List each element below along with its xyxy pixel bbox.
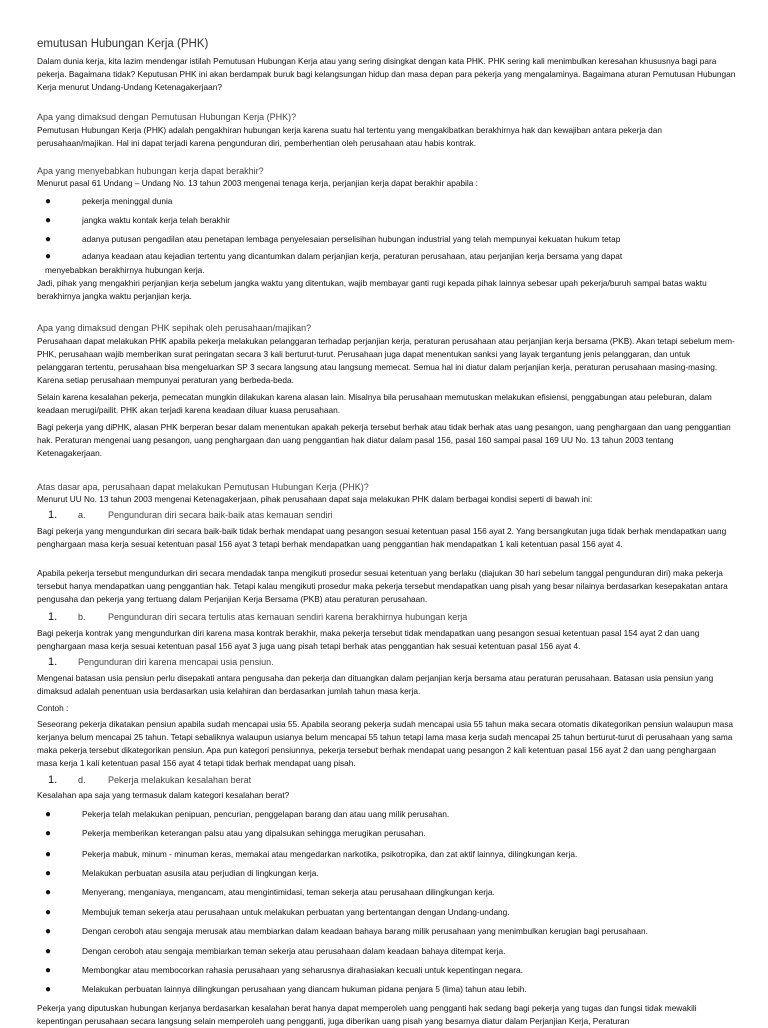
closing-paragraph: Pekerja yang diputuskan hubungan kerjanya berdasarkan kesalahan berat hanya dapat memperoleh uang pengganti hak sedang bagi pekerja yang tugas dan fungsi tidak mewakili kepentingan perusahaan secara langsung selain memperoleh uang pengganti, juga diberikan uang pisah yang besarnya diatur dalam Perjanjian Kerja, Peraturan [37, 1003, 697, 1026]
causes-intro: Menurut pasal 61 Undang – Undang No. 13 tahun 2003 mengenai tenaga kerja, perjanjian kerja dapat berakhir apabila : [37, 178, 478, 188]
section-heading-causes: Apa yang menyebabkan hubungan kerja dapat berakhir? [37, 166, 264, 176]
numbered-heading-d: 1. d. Pekerja melakukan kesalahan berat [48, 774, 252, 786]
item-c-paragraph-1: Mengenai batasan usia pensiun perlu disepakati antara pengusaha dan pekerja dan dituangkan dalam perjanjian kerja bersama atau peraturan perusahaan. Batasan usia pensiun yang dimaksud adalah penentuan usia berdasarkan usia kelahiran dan berdasarkan jumlah tahun masa kerja. [37, 673, 714, 696]
definition-paragraph: Pemutusan Hubungan Kerja (PHK) adalah pengakhiran hubungan kerja karena suatu hal tertentu yang mengakibatkan berakhirnya hak dan kewajiban antara pekerja dan perusahaan/majikan. Hal ini dapat terjadi karena pengunduran diri, pemberhentian oleh perusahaan atau habis kontrak. [37, 125, 662, 148]
numbered-heading-c: 1. Pengunduran diri karena mencapai usia pensiun. [48, 656, 274, 668]
item-a-paragraph-1: Bagi pekerja yang mengundurkan diri secara baik-baik tidak berhak mendapat uang pesangon sesuai ketentuan pasal 156 ayat 2. Yang bersangkutan juga tidak berhak mendapatkan uang penghargaan masa kerja sesuai ketentuan pasal 156 ayat 3 tetapi berhak mendapatkan uang penggantian hak mendapatkan 1 kali ketentuan pasal 156 ayat 4. [37, 526, 727, 549]
intro-paragraph: Dalam dunia kerja, kita lazim mendengar istilah Pemutusan Hubungan Kerja atau yang sering disingkat dengan kata PHK. PHK sering kali menimbulkan keresahan khususnya bagi para pekerja. Bagaimana tidak? Keputusan PHK ini akan berdampak buruk bagi kelangsungan hidup dan masa depan para pekerja yang mengalaminya. Bagaimana aturan Pemutusan Hubungan Kerja menurut Undang-Undang Ketenagakerjaan? [37, 56, 736, 92]
numbered-heading-b: 1. b. Pengunduran diri secara tertulis atas kemauan sendiri karena berakhirnya hubungan kerja [48, 611, 468, 623]
causes-bullet-continuation: menyebabkan berakhirnya hubungan kerja. [45, 265, 205, 275]
causes-note: Jadi, pihak yang mengakhiri perjanjian kerja sebelum jangka waktu yang ditentukan, wajib membayar ganti rugi kepada pihak lainnya sebesar upah pekerja/buruh sampai batas waktu berakhirnya jangka waktu perjanjian kerja. [37, 278, 707, 301]
item-c-paragraph-2: Seseorang pekerja dikatakan pensiun apabila sudah mencapai usia 55. Apabila seorang pekerja sudah mencapai usia 55 tahun maka secara otomatis dikategorikan pensiun walaupun masa kerjanya belum mencapai 25 tahun. Tetapi sebaliknya walaupun usianya belum mencapai 55 tahun tetapi lama masa kerja sudah mencapai 25 tahun berturut-turut di perusahaan yang sama maka pekerja tersebut dikategorikan pensiun. Apa pun kategori pensiunnya, pekerja tersebut berhak mendapat uang pesangon 2 kali ketentuan pasal 156 ayat 2 dan uang penghargaan masa kerja 1 kali ketentuan pasal 156 ayat 4 tetapi tidak berhak mendapat uang pisah. [37, 719, 734, 768]
item-a-paragraph-2: Apabila pekerja tersebut mengundurkan diri secara mendadak tanpa mengikuti prosedur sesuai ketentuan yang berlaku (diajukan 30 hari sebelum tanggal pengunduran diri) maka pekerja tersebut hanya mendapatkan uang penggantian hak. Tetapi kalau mengikuti prosedur maka pekerja tersebut mendapatkan uang pisah yang besar nilainya berdasarkan kesepakatan antara pengusaha dan pekerja yang tertuang dalam Perjanjian Kerja Bersama (PKB) atau peraturan perusahaan. [37, 568, 728, 604]
item-b-paragraph: Bagi pekerja kontrak yang mengundurkan diri karena masa kontrak berakhir, maka pekerja tersebut tidak mendapatkan uang pesangon sesuai ketentuan pasal 154 ayat 2 dan uang penghargaan masa kerja sesuai ketentuan pasal 156 ayat 3 juga uang pisah tetapi berhak atas penggantian hak sesuai ketentuan pasal 156 ayat 4. [37, 628, 700, 651]
unilateral-paragraph-1: Perusahaan dapat melakukan PHK apabila pekerja melakukan pelanggaran terhadap perjanjian kerja, peraturan perusahaan atau perjanjian kerja bersama (PKB). Akan tetapi sebelum mem-PHK, perusahaan wajib memberikan surat peringatan secara 3 kali berturut-turut. Perusahaan juga dapat menentukan sanksi yang layak tergantung jenis pelanggaran, dan untuk pelanggaran tertentu, perusahaan bisa mengeluarkan SP 3 secara langsung atau langsung memecat. Semua hal ini diatur dalam perjanjian kerja, peraturan perusahaan masing-masing. Karena setiap perusahaan mempunyai peraturan yang berbeda-beda. [37, 336, 735, 385]
page-title: emutusan Hubungan Kerja (PHK) [37, 38, 209, 50]
document-page: emutusan Hubungan Kerja (PHK) Dalam dunia kerja, kita lazim mendengar istilah Pemutusan Hubungan Kerja atau yang sering disingkat dengan kata PHK. PHK sering kali menimbulkan keresahan khususnya bagi para pekerja. Bagaimana tidak? Keputusan PHK ini akan berdampak buruk bagi kelangsungan hidup dan masa depan para pekerja yang mengalaminya. Bagaimana aturan Pemutusan Hubungan Kerja menurut Undang-Undang Ketenagakerjaan? Apa yang dimaksud dengan Pemutusan Hubungan Kerja (PHK)? Pemutusan Hubungan Kerja (PHK) adalah pengakhiran hubungan kerja karena suatu hal tertentu yang mengakibatkan berakhirnya hak dan kewajiban antara pekerja dan perusahaan/majikan. Hal ini dapat terjadi karena pengunduran diri, pemberhentian oleh perusahaan atau habis kontrak. Apa yang menyebabkan hubungan kerja dapat berakhir? Menurut pasal 61 Undang – Undang No. 13 tahun 2003 mengenai tenaga kerja, perjanjian kerja dapat berakhir apabila : ● pekerja meninggal dunia ● jangka waktu kontak kerja telah berakhir ● adanya putusan pengadilan atau penetapan lembaga penyelesaian perselisihan hubungan industrial yang telah mempunyai kekuatan hukum tetap ● adanya keadaan atau kejadian tertentu yang dicantumkan dalam perjanjian kerja, peraturan perusahaan, atau perjanjian kerja bersama yang dapat menyebabkan berakhirnya hubungan kerja. Jadi, pihak yang mengakhiri perjanjian kerja sebelum jangka waktu yang ditentukan, wajib membayar ganti rugi kepada pihak lainnya sebesar upah pekerja/buruh sampai batas waktu berakhirnya jangka waktu perjanjian kerja. Apa yang dimaksud dengan PHK sepihak oleh perusahaan/majikan? Perusahaan dapat melakukan PHK apabila pekerja melakukan pelanggaran terhadap perjanjian kerja, peraturan perusahaan atau perjanjian kerja bersama (PKB). Akan tetapi sebelum mem-PHK, perusahaan wajib memberikan surat peringatan secara 3 kali berturut-turut. Perusahaan juga dapat menentukan sanksi yang layak tergantung jenis pelanggaran, dan untuk pelanggaran tertentu, perusahaan bisa mengeluarkan SP 3 secara langsung atau langsung memecat. Semua hal ini diatur dalam perjanjian kerja, peraturan perusahaan masing-masing. Karena setiap perusahaan mempunyai peraturan yang berbeda-beda. Selain karena kesalahan pekerja, pemecatan mungkin dilakukan karena alasan lain. Misalnya bila perusahaan memutuskan melakukan efisiensi, penggabungan atau peleburan, dalam keadaan merugi/pailit. PHK akan terjadi karena keadaan diluar kuasa perusahaan. Bagi pekerja yang diPHK, alasan PHK berperan besar dalam menentukan apakah pekerja tersebut berhak atau tidak berhak atas uang pesangon, uang penghargaan dan uang penggantian hak. Peraturan mengenai uang pesangon, uang penghargaan dan uang penggantian hak diatur dalam pasal 156, pasal 160 sampai pasal 169 UU No. 13 tahun 2003 tentang Ketenagakerjaan. Atas dasar apa, perusahaan dapat melakukan Pemutusan Hubungan Kerja (PHK)? Menurut UU No. 13 tahun 2003 mengenai Ketenagakerjaan, pihak perusahaan dapat saja melakukan PHK dalam berbagai kondisi seperti di bawah ini: 1. a. Pengunduran diri secara baik-baik atas kemauan sendiri Bagi pekerja yang mengundurkan diri secara baik-baik tidak berhak mendapat uang pesangon sesuai ketentuan pasal 156 ayat 2. Yang bersangkutan juga tidak berhak mendapatkan uang penghargaan masa kerja sesuai ketentuan pasal 156 ayat 3 tetapi berhak mendapatkan uang penggantian hak mendapatkan 1 kali ketentuan pasal 156 ayat 4. Apabila pekerja tersebut mengundurkan diri secara mendadak tanpa mengikuti prosedur sesuai ketentuan yang berlaku (diajukan 30 hari sebelum tanggal pengunduran diri) maka pekerja tersebut hanya mendapatkan uang penggantian hak. Tetapi kalau mengikuti prosedur maka pekerja tersebut mendapatkan uang pisah yang besar nilainya berdasarkan kesepakatan antara pengusaha dan pekerja yang tertuang dalam Perjanjian Kerja Bersama (PKB) atau peraturan perusahaan. 1. b. Pengunduran diri secara tertulis atas kemauan sendiri karena berakhirnya hubungan kerja Bagi pekerja kontrak yang mengundurkan diri karena masa kontrak berakhir, maka pekerja tersebut tidak mendapatkan uang pesangon sesuai ketentuan pasal 154 ayat 2 dan uang penghargaan masa kerja sesuai ketentuan pasal 156 ayat 3 juga uang pisah tetapi berhak atas penggantian hak sesuai ketentuan pasal 156 ayat 4. 1. Pengunduran diri karena mencapai usia pensiun. Mengenai batasan usia pensiun perlu disepakati antara pengusaha dan pekerja dan dituangkan dalam perjanjian kerja bersama atau peraturan perusahaan. Batasan usia pensiun yang dimaksud adalah penentuan usia berdasarkan usia kelahiran dan berdasarkan jumlah tahun masa kerja. Contoh : Seseorang pekerja dikatakan pensiun apabila sudah mencapai usia 55. Apabila seorang pekerja sudah mencapai usia 55 tahun maka secara otomatis dikategorikan pensiun walaupun masa kerjanya belum mencapai 25 tahun. Tetapi sebaliknya walaupun usianya belum mencapai 55 tahun tetapi lama masa kerja sudah mencapai 25 tahun berturut-turut di perusahaan yang sama maka pekerja tersebut dikategorikan pensiun. Apa pun kategori pensiunnya, pekerja tersebut berhak mendapat uang pesangon 2 kali ketentuan pasal 156 ayat 2 dan uang penghargaan masa kerja 1 kali ketentuan pasal 156 ayat 4 tetapi tidak berhak mendapat uang pisah. 1. d. Pekerja melakukan kesalahan berat Kesalahan apa saja yang termasuk dalam kategori kesalahan berat? ● Pekerja telah melakukan penipuan, pencurian, penggelapan barang dan atau uang milik perusahan. ● Pekerja memberikan keterangan palsu atau yang dipalsukan sehingga merugikan perusahan. ● Pekerja mabuk, minum - minuman keras, memakai atau mengedarkan narkotika, psikotropika, dan zat aktif lainnya, dilingkungan kerja. ● Melakukan perbuatan asusila atau perjudian di lingkungan kerja. ● Menyerang, menganiaya, mengancam, atau mengintimidasi, teman sekerja atau perusahaan dilingkungan kerja. ● Membujuk teman sekerja atau perusahaan untuk melakukan perbuatan yang bertentangan dengan Undang-undang. ● Dengan ceroboh atau sengaja merusak atau membiarkan dalam keadaan bahaya barang milik perusahaan yang menimbulkan kerugian bagi perusahaan. ● Dengan ceroboh atau sengaja membiarkan teman sekerja atau perusahaan dalam keadaan bahaya ditempat kerja. ● Membongkar atau membocorkan rahasia perusahaan yang seharusnya dirahasiakan kecuali untuk kepentingan negara. ● Melakukan perbuatan lainnya dilingkungan perusahaan yang diancam hukuman pidana penjara 5 (lima) tahun atau lebih. Pekerja yang diputuskan hubungan kerjanya berdasarkan kesalahan berat hanya dapat memperoleh uang pengganti hak sedang bagi pekerja yang tugas dan fungsi tidak mewakili kepentingan perusahaan secara langsung selain memperoleh uang pengganti, juga diberikan uang pisah yang besarnya diatur dalam Perjanjian Kerja, Peraturan [0, 0, 768, 1024]
section-heading-grounds: Atas dasar apa, perusahaan dapat melakukan Pemutusan Hubungan Kerja (PHK)? [37, 482, 369, 492]
unilateral-paragraph-2: Selain karena kesalahan pekerja, pemecatan mungkin dilakukan karena alasan lain. Misalnya bila perusahaan memutuskan melakukan efisiensi, penggabungan atau peleburan, dalam keadaan merugi/pailit. PHK akan terjadi karena keadaan diluar kuasa perusahaan. [37, 392, 712, 415]
section-heading-definition: Apa yang dimaksud dengan Pemutusan Hubungan Kerja (PHK)? [37, 112, 297, 122]
item-d-question: Kesalahan apa saja yang termasuk dalam kategori kesalahan berat? [37, 790, 290, 800]
unilateral-paragraph-3: Bagi pekerja yang diPHK, alasan PHK berperan besar dalam menentukan apakah pekerja tersebut berhak atau tidak berhak atas uang pesangon, uang penghargaan dan uang penggantian hak. Peraturan mengenai uang pesangon, uang penghargaan dan uang penggantian hak diatur dalam pasal 156, pasal 160 sampai pasal 169 UU No. 13 tahun 2003 tentang Ketenagakerjaan. [37, 422, 731, 458]
section-heading-unilateral: Apa yang dimaksud dengan PHK sepihak oleh perusahaan/majikan? [37, 323, 312, 333]
numbered-heading-a: 1. a. Pengunduran diri secara baik-baik atas kemauan sendiri [48, 509, 333, 521]
grounds-intro: Menurut UU No. 13 tahun 2003 mengenai Ketenagakerjaan, pihak perusahaan dapat saja melakukan PHK dalam berbagai kondisi seperti di bawah ini: [37, 494, 593, 504]
contoh-label: Contoh : [37, 703, 69, 713]
